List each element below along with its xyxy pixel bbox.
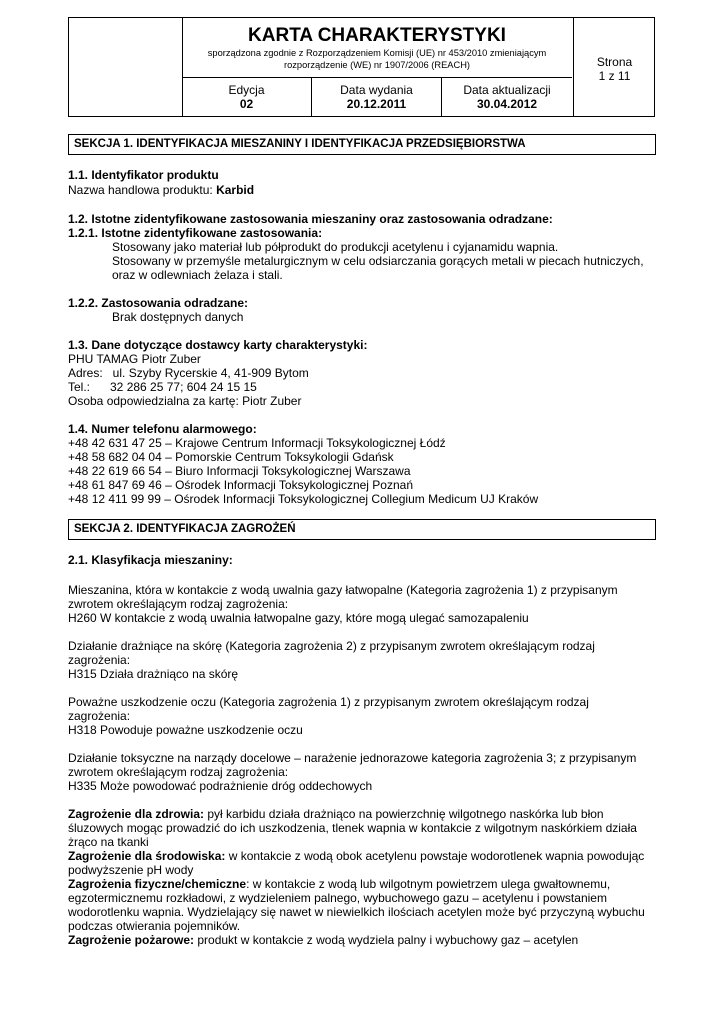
health-hazard-line-3: żrąco na tkanki	[68, 835, 149, 849]
physical-hazard-line-3: wodorotlenku wapnia. Wydzielający się nawet w niewielkich ilościach acetylen może być przyczyną wybuchu	[68, 905, 645, 919]
update-date-label: Data aktualizacji	[463, 83, 551, 97]
heading-1-2-1: 1.2.1. Istotne zidentyfikowane zastosowania:	[68, 226, 323, 240]
heading-1-4: 1.4. Numer telefonu alarmowego:	[68, 422, 257, 436]
header-meta-row	[182, 77, 572, 117]
issue-date-value: 20.12.2011	[346, 97, 407, 111]
health-hazard-label: Zagrożenie dla zdrowia:	[68, 807, 205, 821]
emergency-line: +48 12 411 99 99 – Ośrodek Informacji Toksykologicznej Collegium Medicum UJ Kraków	[68, 492, 539, 506]
section-2-title: SEKCJA 2. IDENTYFIKACJA ZAGROŻEŃ	[68, 519, 656, 540]
responsible-person: Osoba odpowiedzialna za kartę: Piotr Zuber	[68, 394, 302, 408]
physical-hazard-line-2: egzotermicznemu rozkładowi, z wydzieleniem palnego, wybuchowego gazu – acetylenu i powstaniem	[68, 891, 607, 905]
use-2-line-1: Stosowany w przemyśle metalurgicznym w celu odsiarczania gorących metali w piecach hutniczych,	[112, 254, 644, 268]
hazard-statement-h318: H318 Powoduje poważne uszkodzenie oczu	[68, 723, 303, 737]
environment-hazard-label: Zagrożenie dla środowiska:	[68, 849, 226, 863]
hazard-statement-h335: H335 Może powodować podrażnienie dróg oddechowych	[68, 779, 373, 793]
header-title-cell	[182, 18, 572, 116]
hazard-statement-h260: H260 W kontakcie z wodą uwalnia łatwopalne gazy, które mogą ulegać samozapaleniu	[68, 611, 529, 625]
fire-hazard-label: Zagrożenie pożarowe:	[68, 933, 195, 947]
classification-p1-line-2: zwrotem określającym rodzaj zagrożenia:	[68, 597, 289, 611]
document-header	[68, 17, 655, 117]
not-recommended-uses: Brak dostępnych danych	[112, 310, 244, 324]
edition-value: 02	[239, 97, 254, 111]
supplier-address: Adres: ul. Szyby Rycerskie 4, 41-909 Bytom	[68, 366, 309, 380]
heading-1-3: 1.3. Dane dotyczące dostawcy karty charakterystyki:	[68, 338, 368, 352]
classification-p4-line-2: zwrotem określającym rodzaj zagrożenia:	[68, 765, 289, 779]
emergency-line: +48 22 619 66 54 – Biuro Informacji Toksykologicznej Warszawa	[68, 464, 411, 478]
heading-2-1: 2.1. Klasyfikacja mieszaniny:	[68, 553, 233, 567]
health-hazard-line-2: śluzowych mogąc prowadzić do ich uszkodzenia, tlenek wapnia w kontakcie z wilgotnym naskórkiem działa	[68, 821, 637, 835]
classification-p2-line-2: zagrożenia:	[68, 653, 131, 667]
use-2-line-2: oraz w odlewniach żelaza i stali.	[112, 268, 283, 282]
classification-p3-line-1: Poważne uszkodzenie oczu (Kategoria zagrożenia 1) z przypisanym zwrotem określającym rodzaj	[68, 695, 589, 709]
emergency-line: +48 58 682 04 04 – Pomorskie Centrum Toksykologii Gdańsk	[68, 450, 394, 464]
environment-hazard-line-1: Zagrożenie dla środowiska: w kontakcie z wodą obok acetylenu powstaje wodorotlenek wapnia powodując	[68, 849, 645, 863]
classification-p4-line-1: Działanie toksyczne na narządy docelowe – narażenie jednorazowe kategoria zagrożenia 3; z przypisanym	[68, 751, 637, 765]
hazard-statement-h315: H315 Działa drażniąco na skórę	[68, 667, 239, 681]
document-title: KARTA CHARAKTERYSTYKI	[248, 25, 506, 46]
classification-p2-line-1: Działanie drażniące na skórę (Kategoria zagrożenia 2) z przypisanym zwrotem określającym rodzaj	[68, 639, 595, 653]
issue-date-label: Data wydania	[340, 83, 413, 97]
classification-p1-line-1: Mieszanina, która w kontakcie z wodą uwalnia gazy łatwopalne (Kategoria zagrożenia 1) z przypisanym	[68, 583, 618, 597]
heading-1-2: 1.2. Istotne zidentyfikowane zastosowania mieszaniny oraz zastosowania odradzane:	[68, 212, 553, 226]
page-value: 1 z 11	[598, 69, 631, 83]
classification-p3-line-2: zagrożenia:	[68, 709, 131, 723]
use-1: Stosowany jako materiał lub półprodukt do produkcji acetylenu i cyjanamidu wapnia.	[112, 240, 559, 254]
health-hazard-line-1: Zagrożenie dla zdrowia: pył karbidu działa drażniąco na powierzchnię wilgotnego naskórka lub błon	[68, 807, 604, 821]
fire-hazard-line: Zagrożenie pożarowe: produkt w kontakcie z wodą wydziela palny i wybuchowy gaz – acetylen	[68, 933, 579, 947]
physical-hazard-label: Zagrożenia fizyczne/chemiczne	[68, 877, 247, 891]
edition-cell	[182, 78, 312, 117]
document-subtitle: sporządzona zgodnie z Rozporządzeniem Komisji (UE) nr 453/2010 zmieniającym rozporządzenie (WE) nr 1907/2006 (REACH)	[207, 48, 547, 70]
heading-1-2-2: 1.2.2. Zastosowania odradzane:	[68, 296, 249, 310]
physical-hazard-line-1: Zagrożenia fizyczne/chemiczne: w kontakcie z wodą lub wilgotnym powietrzem ulega gwałtownemu,	[68, 877, 611, 891]
trade-name: Nazwa handlowa produktu: Karbid	[68, 183, 255, 197]
supplier-phone: Tel.: 32 286 25 77; 604 24 15 15	[68, 380, 257, 394]
update-date-value: 30.04.2012	[476, 97, 538, 111]
emergency-line: +48 42 631 47 25 – Krajowe Centrum Informacji Toksykologicznej Łódź	[68, 436, 446, 450]
physical-hazard-line-4: podczas otwierania pojemników.	[68, 919, 241, 933]
page-number-cell	[573, 18, 655, 116]
page-label: Strona	[596, 55, 633, 69]
edition-label: Edycja	[228, 83, 265, 97]
heading-1-1: 1.1. Identyfikator produktu	[68, 168, 219, 182]
supplier-name: PHU TAMAG Piotr Zuber	[68, 352, 201, 366]
section-1-title: SEKCJA 1. IDENTYFIKACJA MIESZANINY I IDENTYFIKACJA PRZEDSIĘBIORSTWA	[68, 134, 656, 155]
header-logo-cell	[69, 18, 183, 116]
issue-date-cell	[312, 78, 442, 117]
emergency-line: +48 61 847 69 46 – Ośrodek Informacji Toksykologicznej Poznań	[68, 478, 413, 492]
environment-hazard-line-2: podwyższenie pH wody	[68, 863, 194, 877]
update-date-cell	[442, 78, 572, 117]
